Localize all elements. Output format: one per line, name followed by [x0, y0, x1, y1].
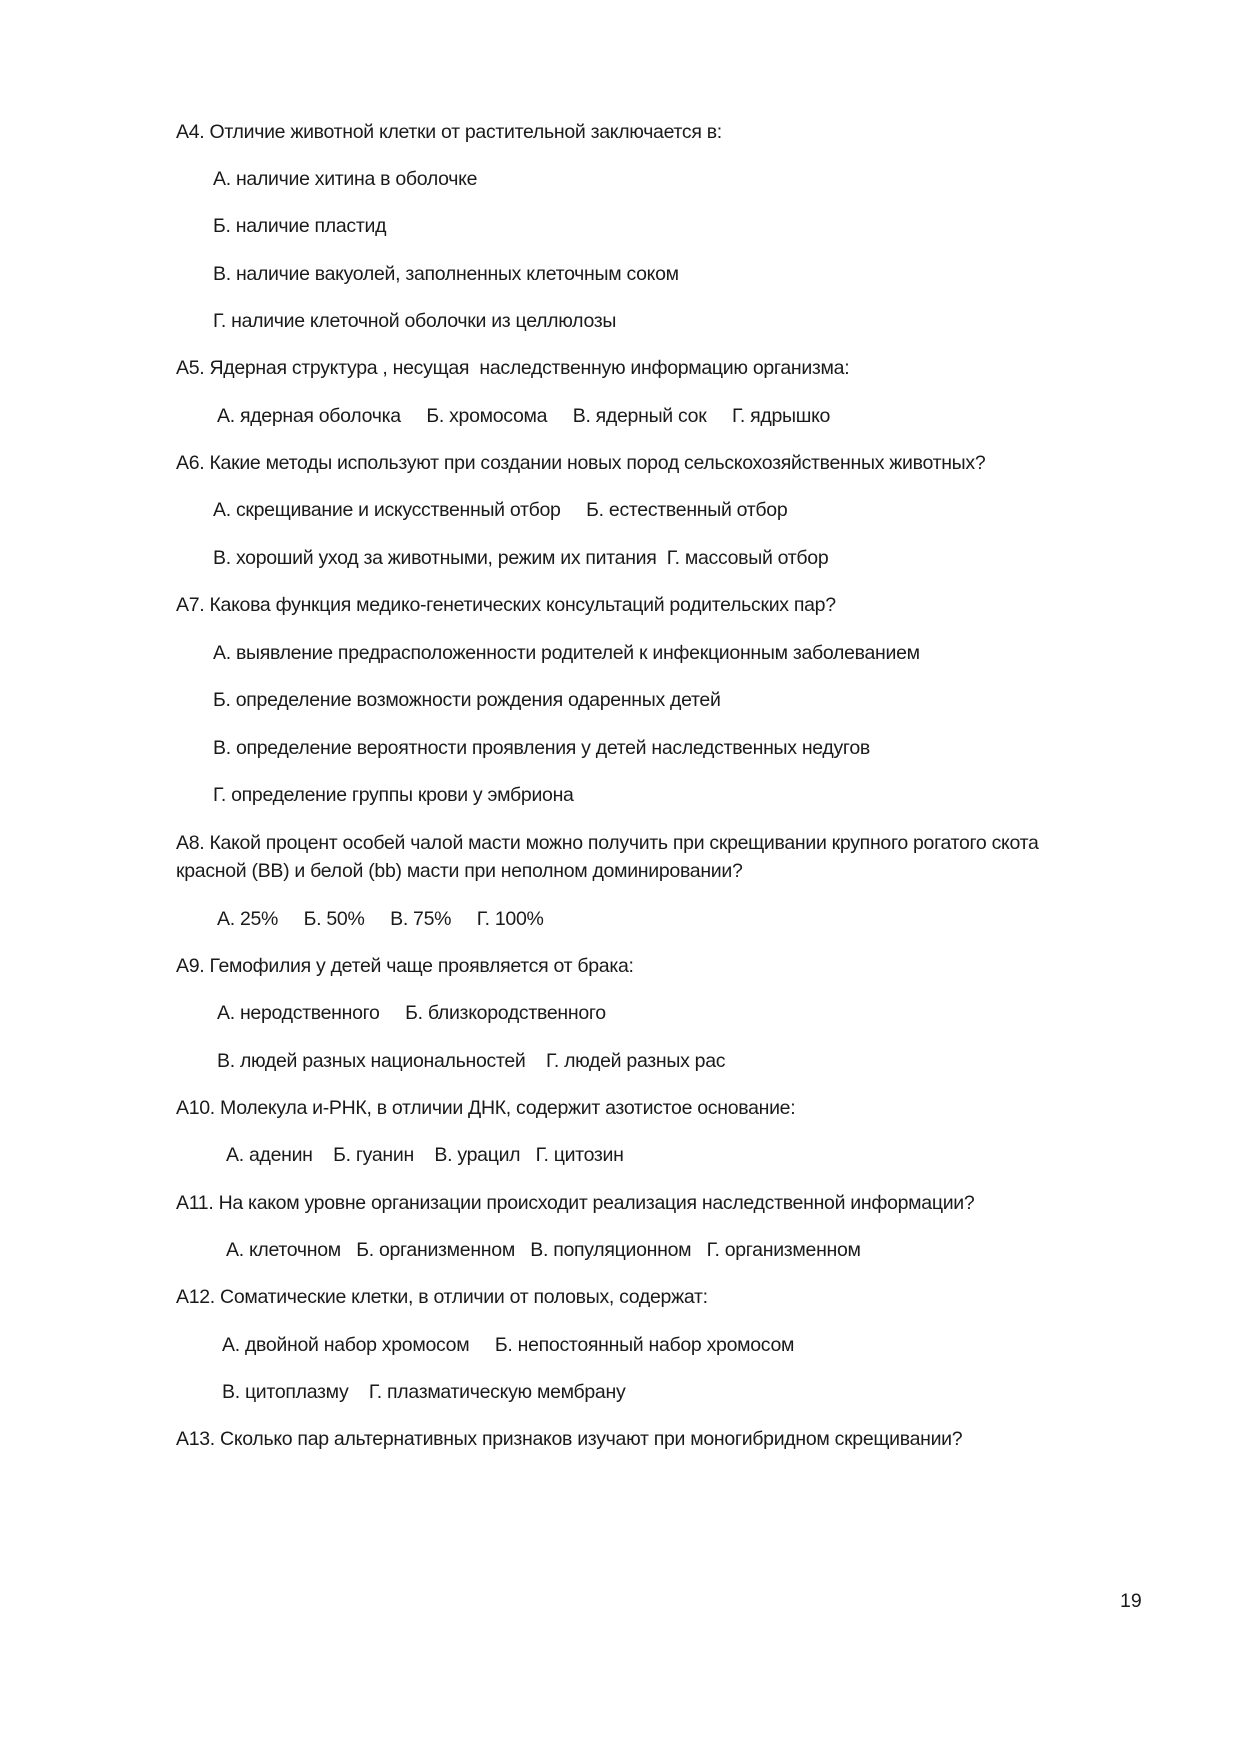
answer-options: А. скрещивание и искусственный отбор Б. естественный отбор	[213, 499, 788, 521]
answer-option: Г. наличие клеточной оболочки из целлюлозы	[213, 310, 617, 332]
answer-options: А. 25% Б. 50% В. 75% Г. 100%	[217, 908, 544, 930]
question-a7: А7. Какова функция медико-генетических консультаций родительских пар?	[176, 594, 836, 616]
question-a6: А6. Какие методы используют при создании новых пород сельскохозяйственных животных?	[176, 452, 986, 474]
answer-options: А. аденин Б. гуанин В. урацил Г. цитозин	[226, 1144, 624, 1166]
question-a9: А9. Гемофилия у детей чаще проявляется от брака:	[176, 955, 634, 977]
question-a5: А5. Ядерная структура , несущая наследственную информацию организма:	[176, 357, 850, 379]
answer-option: А. выявление предрасположенности родителей к инфекционным заболеванием	[213, 642, 920, 664]
question-a11: А11. На каком уровне организации происходит реализация наследственной информации?	[176, 1192, 975, 1214]
answer-option: Г. определение группы крови у эмбриона	[213, 784, 574, 806]
answer-options: А. клеточном Б. организменном В. популяционном Г. организменном	[226, 1239, 861, 1261]
answer-options: А. ядерная оболочка Б. хромосома В. ядерный сок Г. ядрышко	[217, 405, 831, 427]
answer-option: В. наличие вакуолей, заполненных клеточным соком	[213, 263, 679, 285]
answer-option: Б. определение возможности рождения одаренных детей	[213, 689, 721, 711]
question-a13: А13. Сколько пар альтернативных признаков изучают при моногибридном скрещивании?	[176, 1428, 963, 1450]
question-a8: А8. Какой процент особей чалой масти можно получить при скрещивании крупного рогатого скота	[176, 832, 1039, 854]
answer-options: В. хороший уход за животными, режим их питания Г. массовый отбор	[213, 547, 829, 569]
answer-options: В. цитоплазму Г. плазматическую мембрану	[222, 1381, 626, 1403]
answer-options: А. неродственного Б. близкородственного	[217, 1002, 606, 1024]
question-a8-continued: красной (BB) и белой (bb) масти при неполном доминировании?	[176, 860, 743, 882]
answer-options: А. двойной набор хромосом Б. непостоянный набор хромосом	[222, 1334, 795, 1356]
answer-options: В. людей разных национальностей Г. людей разных рас	[217, 1050, 726, 1072]
answer-option: В. определение вероятности проявления у детей наследственных недугов	[213, 737, 870, 759]
question-a10: А10. Молекула и-РНК, в отличии ДНК, содержит азотистое основание:	[176, 1097, 796, 1119]
page-number: 19	[1120, 1590, 1142, 1612]
answer-option: Б. наличие пластид	[213, 215, 387, 237]
answer-option: А. наличие хитина в оболочке	[213, 168, 478, 190]
question-a4: А4. Отличие животной клетки от растительной заключается в:	[176, 121, 722, 143]
question-a12: А12. Соматические клетки, в отличии от половых, содержат:	[176, 1286, 708, 1308]
